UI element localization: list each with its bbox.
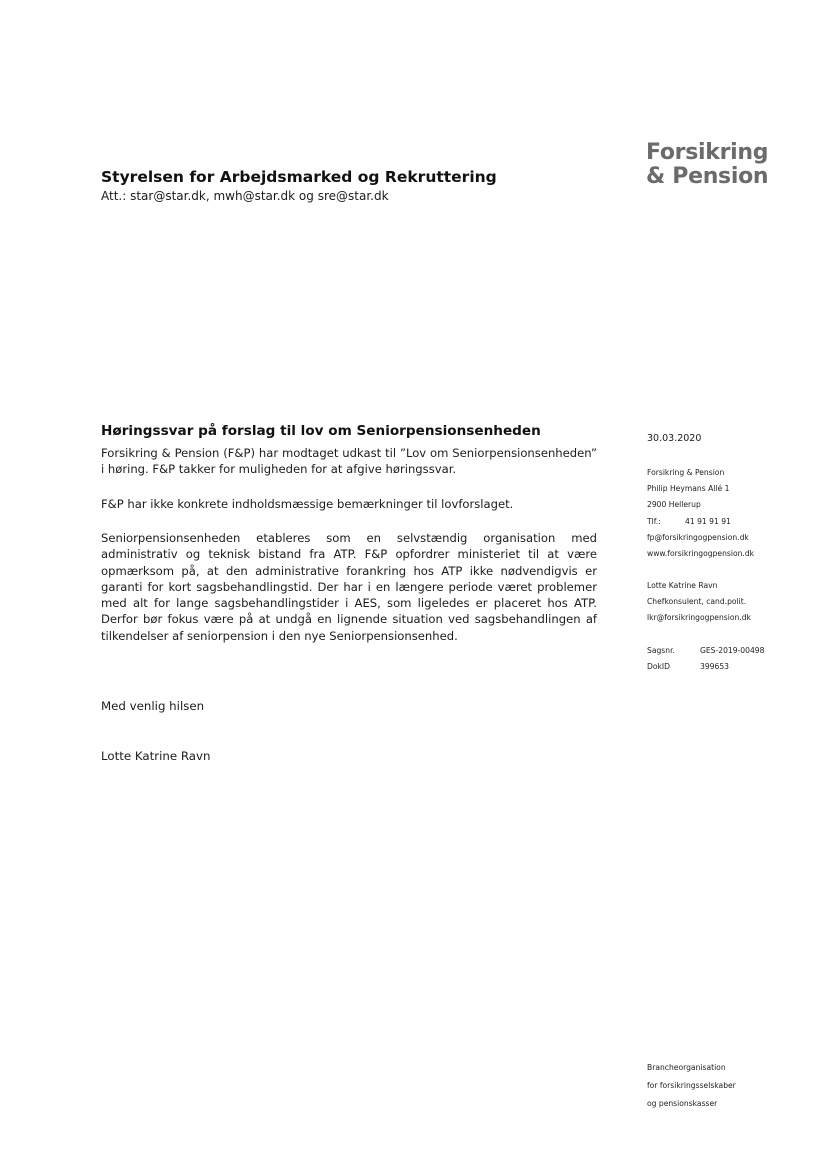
footer-line-3: og pensionskasser bbox=[647, 1099, 718, 1108]
contact-person-block bbox=[647, 578, 751, 627]
phone-label: Tlf.: bbox=[647, 516, 661, 526]
company-logo bbox=[646, 141, 768, 189]
letter-date: 30.03.2020 bbox=[647, 433, 702, 444]
recipient-attention: Att.: star@star.dk, mwh@star.dk og sre@star.dk bbox=[101, 189, 389, 203]
phone-value: 41 91 91 91 bbox=[685, 516, 731, 526]
contact-title: Chefkonsulent, cand.polit. bbox=[647, 597, 747, 607]
sender-website: www.forsikringogpension.dk bbox=[647, 549, 755, 559]
sender-org: Forsikring & Pension bbox=[647, 468, 725, 477]
reference-block bbox=[647, 643, 764, 675]
sender-phone bbox=[647, 514, 754, 530]
footer-line-1: Brancheorganisation bbox=[647, 1063, 726, 1072]
document-id-label: DokID bbox=[647, 662, 670, 672]
logo-line-2: & Pension bbox=[646, 164, 769, 189]
case-number-value: GES-2019-00498 bbox=[700, 646, 765, 655]
document-id-value: 399653 bbox=[700, 662, 729, 672]
sender-email: fp@forsikringogpension.dk bbox=[647, 532, 749, 542]
contact-name: Lotte Katrine Ravn bbox=[647, 581, 718, 590]
paragraph-main: Seniorpensionsenheden etableres som en selvstændig organisation med administrativ og teknisk bistand fra ATP. F&P opfordrer ministeriet til at være opmærksom på, at den administrative forankring hos ATP ikke nødvendigvis er garanti for kort sagsbehandlingstid. Der har i en længere periode været problemer med alt for lange sagsbehandlingstider i AES, som ligeledes er placeret hos ATP. Derfor bør fokus være på at undgå en lignende situation ved sagsbehandlingen af tilkendelser af seniorpension i den nye Seniorpensionsenhed. bbox=[101, 531, 597, 643]
paragraph-no-remarks: F&P har ikke konkrete indholdsmæssige bemærkninger til lovforslaget. bbox=[101, 497, 514, 511]
recipient-name: Styrelsen for Arbejdsmarked og Rekruttering bbox=[101, 168, 497, 186]
sender-street: Philip Heymans Allé 1 bbox=[647, 484, 730, 494]
closing-greeting: Med venlig hilsen bbox=[101, 699, 205, 713]
signer-name: Lotte Katrine Ravn bbox=[101, 749, 211, 763]
footer-line-2: for forsikringsselskaber bbox=[647, 1081, 736, 1090]
case-number-label: Sagsnr. bbox=[647, 646, 675, 655]
contact-email: lkr@forsikringogpension.dk bbox=[647, 613, 751, 623]
sender-city: 2900 Hellerup bbox=[647, 500, 701, 510]
footer-tagline bbox=[647, 1059, 736, 1113]
document-id-row bbox=[647, 659, 764, 675]
sender-address-block bbox=[647, 465, 754, 562]
case-number-row bbox=[647, 643, 764, 659]
paragraph-intro: Forsikring & Pension (F&P) har modtaget udkast til ”Lov om Seniorpensionsenheden” i høring. F&P takker for muligheden for at afgive høringssvar. bbox=[101, 446, 597, 477]
letter-heading: Høringssvar på forslag til lov om Seniorpensionsenheden bbox=[101, 423, 541, 439]
logo-line-1: Forsikring bbox=[646, 140, 769, 165]
